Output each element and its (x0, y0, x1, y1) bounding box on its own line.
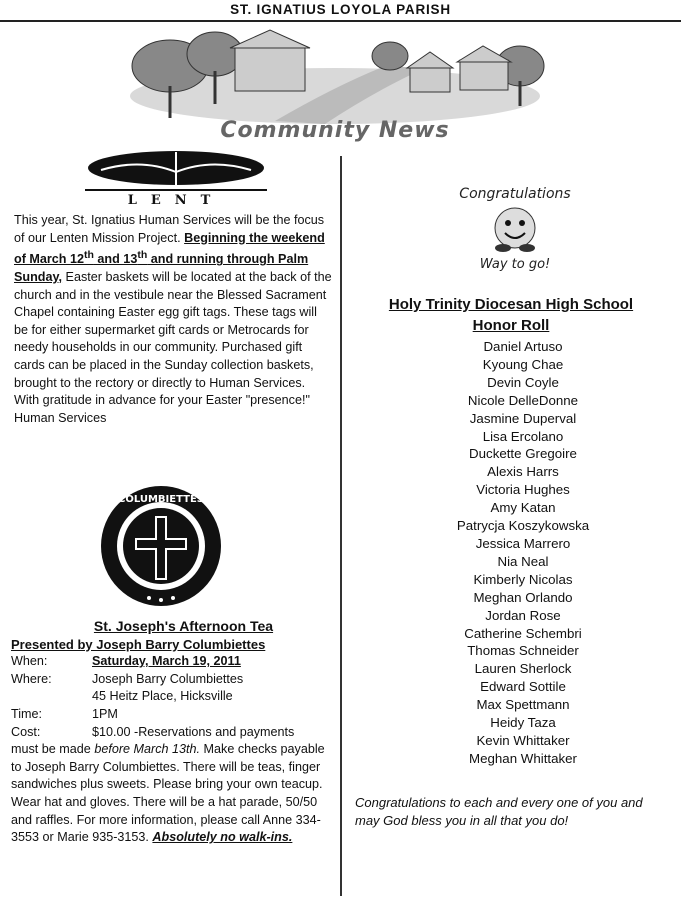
banner-title: Community News (220, 118, 450, 143)
svg-text:Congratulations: Congratulations (459, 186, 571, 202)
honor-roll-name: Lauren Sherlock (474, 661, 572, 677)
honor-roll-name: Edward Sottile (480, 679, 566, 695)
honor-roll-name: Catherine Schembri (464, 625, 582, 641)
honor-roll-name: Alexis Harrs (487, 464, 559, 480)
honor-roll-title: Holy Trinity Diocesan High School Honor Roll (388, 296, 634, 334)
svg-text:COLUMBIETTES: COLUMBIETTES (117, 494, 205, 505)
congratulations-smiley-icon (435, 178, 595, 274)
lenten-dates: Beginning the weekend of March 12th and 13th and running through Palm Sunday, (14, 230, 325, 284)
honor-roll-name: Duckette Gregoire (469, 446, 577, 462)
columbiettes-logo-icon (97, 482, 225, 610)
honor-roll-name: Kimberly Nicolas (473, 571, 573, 587)
honor-roll-name: Meghan Whittaker (469, 750, 577, 766)
column-divider (340, 156, 342, 896)
tea-cost-row: Cost: $10.00 -Reservations and payments (11, 724, 295, 739)
tea-when-row: When: Saturday, March 19, 2011 (11, 654, 241, 669)
parish-name: ST. IGNATIUS LOYOLA PARISH (230, 2, 451, 17)
tea-details: must be made before March 13th. Make checks payable to Joseph Barry Columbiettes. There will be teas, finger sandwiches plus sweets. Please bring your own teacup. Wear hat and gloves. There will be a hat parade, 50/50 and raffles. For more information, please call Anne 334-3553 or Marie 935-3153. Absolutely no walk-ins. (11, 742, 325, 845)
honor-roll-name: Amy Katan (490, 500, 556, 516)
tea-subtitle: Presented by Joseph Barry Columbiettes (11, 636, 266, 652)
honor-roll-name: Jordan Rose (485, 607, 561, 623)
honor-roll-name: Kyoung Chae (482, 356, 564, 372)
honor-roll-name: Nia Neal (497, 553, 549, 569)
tea-title: St. Joseph's Afternoon Tea (93, 618, 274, 634)
honor-roll-name: Max Spettmann (476, 697, 570, 713)
tea-where-row: Where: Joseph Barry Columbiettes (11, 671, 244, 686)
honor-roll-closing: Congratulations to each and every one of you and may God bless you in all that you do! (355, 795, 643, 828)
tea-where-row-2: 45 Heitz Place, Hicksville (92, 689, 233, 704)
community-news-banner (125, 26, 545, 144)
honor-roll-list (355, 338, 681, 768)
village-illustration (125, 26, 545, 126)
parish-header (0, 0, 681, 22)
no-walk-ins: Absolutely no walk-ins. (152, 830, 293, 845)
honor-roll-name: Devin Coyle (487, 374, 559, 390)
svg-text:Way to go!: Way to go! (479, 257, 551, 272)
honor-roll-name: Victoria Hughes (476, 482, 570, 498)
honor-roll-name: Jessica Marrero (475, 535, 571, 551)
honor-roll-name: Lisa Ercolano (482, 428, 564, 444)
lent-logo-text: LENT (127, 193, 225, 208)
honor-roll-name: Thomas Schneider (467, 643, 579, 659)
honor-roll-name: Jasmine Duperval (469, 410, 577, 426)
afternoon-tea-section (11, 618, 336, 847)
honor-roll-name: Heidy Taza (490, 715, 556, 731)
honor-roll-name: Meghan Orlando (473, 589, 573, 605)
honor-roll-name: Nicole DelleDonne (467, 392, 579, 408)
honor-roll-name: Kevin Whittaker (476, 732, 570, 748)
honor-roll-name: Daniel Artuso (483, 339, 563, 354)
lenten-project-text: This year, St. Ignatius Human Services will be the focus of our Lenten Mission Project. Beginning the weekend of March 12th and 13th and running through Palm Sunday, Easter baskets will be located at the back of the church and in the vestibule near the Blessed Sacrament Chapel containing Easter egg gift tags. These tags will be for either supermarket gift cards or Metrocards for needy households in our community. Purchased gift cards can be placed in the Sunday collection baskets, brought to the rectory or directly to Human Services. With gratitude in advance for your Easter "presence!" Human Services (14, 213, 332, 425)
tea-time-row: Time: 1PM (11, 706, 118, 721)
honor-roll-name: Patrycja Koszykowska (456, 518, 590, 534)
